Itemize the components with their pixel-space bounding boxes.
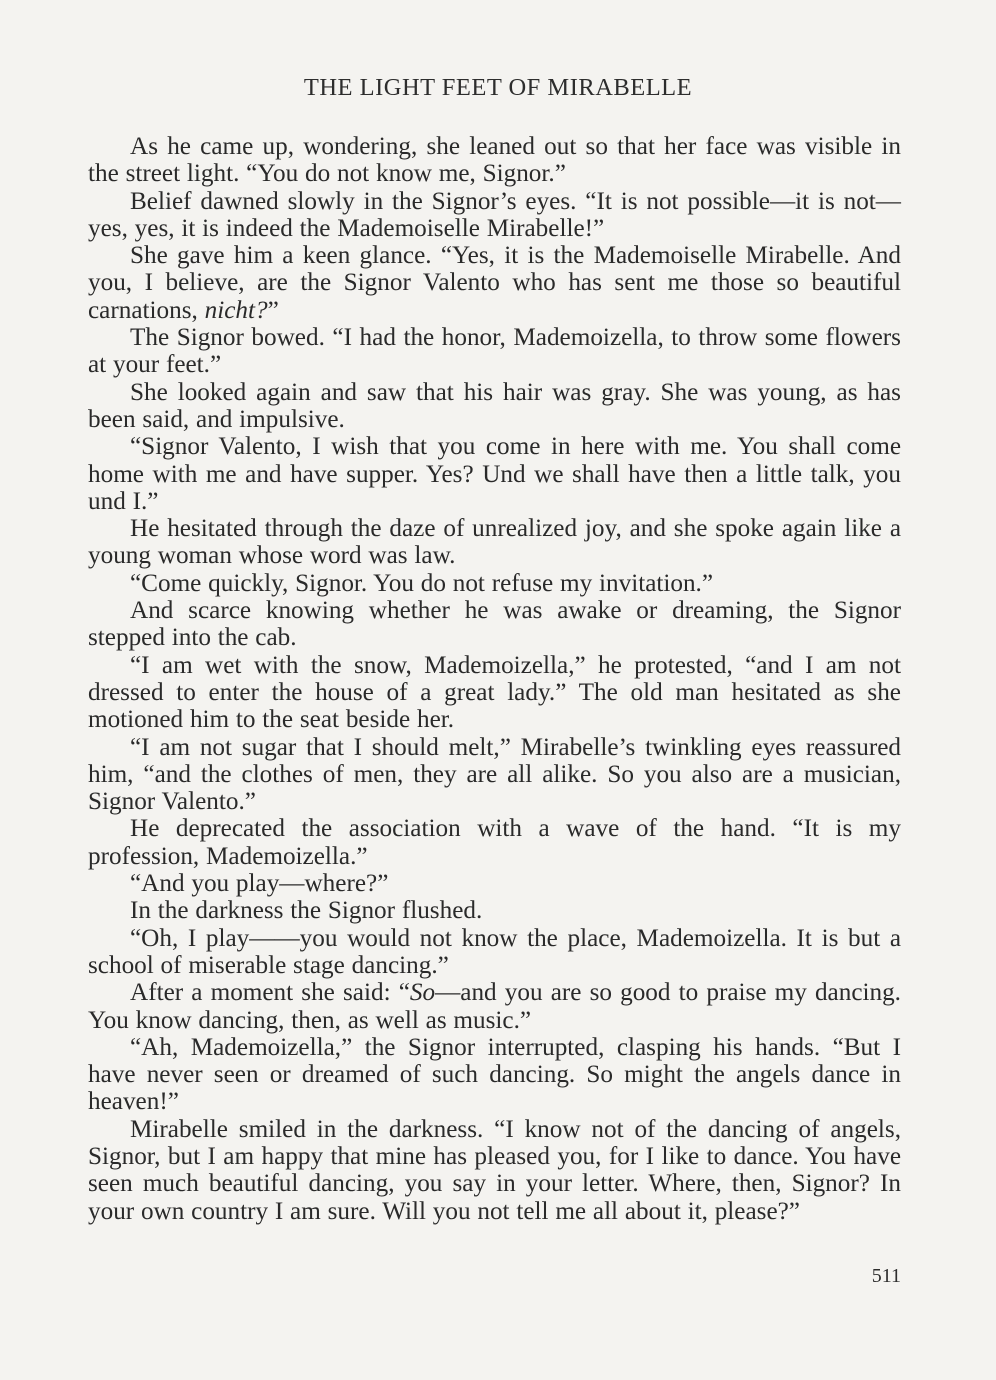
paragraph-text-tail: —and you are so good to praise my dancing. You know dancing, then, as well as music.” [88, 979, 901, 1034]
paragraph-8 [88, 570, 901, 597]
paragraph-18 [88, 1116, 901, 1225]
paragraph-4 [88, 324, 901, 379]
paragraph-3 [88, 242, 901, 324]
paragraph-2 [88, 188, 901, 243]
paragraph-text-tail: ” [267, 296, 279, 324]
paragraph-11 [88, 734, 901, 816]
italic-word: So [409, 979, 436, 1007]
paragraph-15 [88, 925, 901, 980]
paragraph-text: “I am wet with the snow, Mademoizella,” he protested, “and I am not dressed to enter the house of a great lady.” The old man hesitated as she motioned him to the seat beside her. [88, 651, 901, 734]
paragraph-14 [88, 897, 901, 924]
paragraph-text: She gave him a keen glance. “Yes, it is the Mademoiselle Mirabelle. And you, I believe, are the Signor Valento who has sent me those so beautiful carnations, [88, 242, 901, 324]
paragraph-7 [88, 515, 901, 570]
paragraph-text: As he came up, wondering, she leaned out so that her face was visible in the street light. “You do not know me, Signor.” [88, 133, 901, 188]
paragraph-text: Belief dawned slowly in the Signor’s eyes. “It is not possible—it is not—yes, yes, it is indeed the Mademoiselle Mirabelle!” [88, 187, 901, 242]
paragraph-text: “Oh, I play——you would not know the place, Mademoizella. It is but a school of miserable stage dancing.” [88, 924, 901, 979]
paragraph-16 [88, 979, 901, 1034]
paragraph-6 [88, 433, 901, 515]
paragraph-text: “Ah, Mademoizella,” the Signor interrupted, clasping his hands. “But I have never seen or dreamed of such dancing. So might the angels dance in heaven!” [88, 1033, 901, 1116]
paragraph-text: He deprecated the association with a wave of the hand. “It is my profession, Mademoizella.” [88, 815, 901, 870]
paragraph-text: Mirabelle smiled in the darkness. “I know not of the dancing of angels, Signor, but I am happy that mine has pleased you, for I like to dance. You have seen much beautiful dancing, you say in your letter. Where, then, Signor? In your own country I am sure. Will you not tell me all about it, please?” [88, 1115, 901, 1225]
body-text [88, 133, 901, 1225]
paragraph-9 [88, 597, 901, 652]
italic-word: nicht? [204, 296, 268, 324]
paragraph-text: He hesitated through the daze of unrealized joy, and she spoke again like a young woman whose word was law. [88, 515, 901, 570]
paragraph-text: “And you play—where?” [130, 870, 389, 898]
paragraph-10 [88, 652, 901, 734]
paragraph-5 [88, 379, 901, 434]
paragraph-13 [88, 870, 901, 897]
paragraph-1 [88, 133, 901, 188]
paragraph-text: And scarce knowing whether he was awake or dreaming, the Signor stepped into the cab. [88, 597, 901, 652]
paragraph-12 [88, 815, 901, 870]
paragraph-text: After a moment she said: “ [130, 979, 410, 1007]
paragraph-text: “I am not sugar that I should melt,” Mirabelle’s twinkling eyes reassured him, “and the clothes of men, they are all alike. So you also are a musician, Signor Valento.” [88, 733, 901, 816]
paragraph-text: The Signor bowed. “I had the honor, Mademoizella, to throw some flowers at your feet.” [88, 324, 901, 379]
paragraph-text: She looked again and saw that his hair was gray. She was young, as has been said, and impulsive. [88, 378, 901, 433]
running-head: THE LIGHT FEET OF MIRABELLE [303, 74, 693, 101]
paragraph-text: “Come quickly, Signor. You do not refuse my invitation.” [130, 569, 714, 597]
paragraph-text: In the darkness the Signor flushed. [130, 897, 483, 925]
page-number: 511 [871, 1265, 901, 1287]
paragraph-17 [88, 1034, 901, 1116]
paragraph-text: “Signor Valento, I wish that you come in here with me. You shall come home with me and have supper. Yes? Und we shall have then a little talk, you und I.” [88, 433, 901, 515]
